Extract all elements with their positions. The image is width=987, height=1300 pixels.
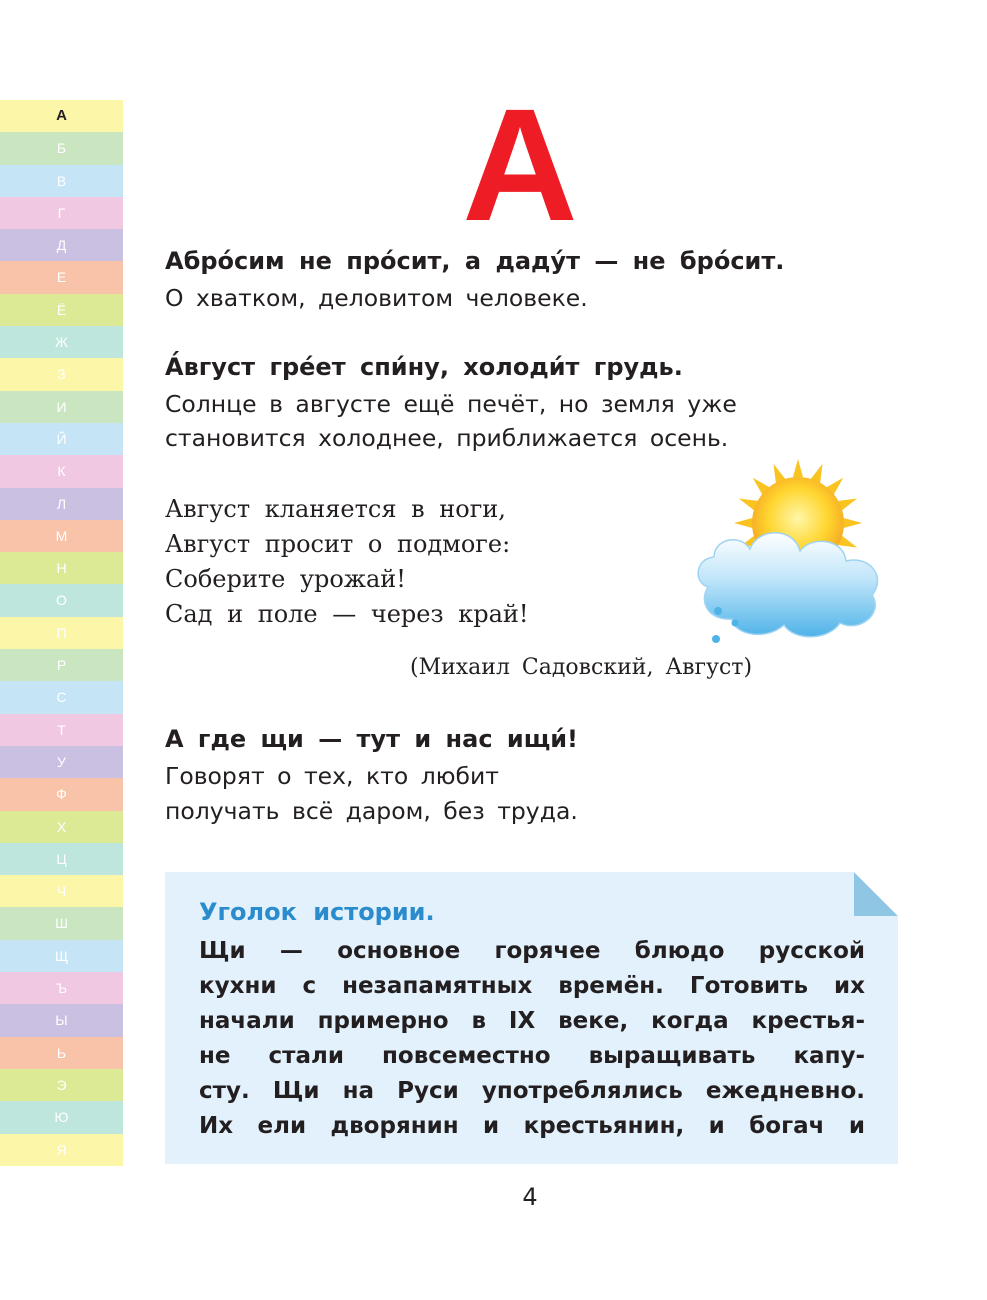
alphabet-tab-6[interactable]: Е bbox=[0, 261, 123, 293]
poem-line: Август просит о подмоге: bbox=[165, 530, 511, 558]
history-line: не стали повсеместно выращивать капу- bbox=[199, 1043, 865, 1069]
proverb-1: Абро́сим не про́сит, а даду́т — не бро́сит. bbox=[165, 247, 785, 275]
alphabet-tab-12[interactable]: К bbox=[0, 455, 123, 487]
history-line: кухни с незапамятных времён. Готовить их bbox=[199, 973, 865, 999]
alphabet-tab-30[interactable]: Ь bbox=[0, 1037, 123, 1069]
alphabet-tab-24[interactable]: Ц bbox=[0, 843, 123, 875]
meaning-2-line-1: Солнце в августе ещё печёт, но земля уже bbox=[165, 390, 737, 418]
meaning-1-line-1: О хватком, деловитом человеке. bbox=[165, 284, 588, 312]
poem-author: (Михаил Садовский, Август) bbox=[410, 655, 753, 680]
alphabet-tab-11[interactable]: Й bbox=[0, 423, 123, 455]
alphabet-tab-9[interactable]: З bbox=[0, 358, 123, 390]
alphabet-tab-13[interactable]: Л bbox=[0, 488, 123, 520]
page-number: 4 bbox=[522, 1183, 538, 1211]
history-line: Щи — основное горячее блюдо русской bbox=[199, 938, 865, 964]
alphabet-tab-21[interactable]: У bbox=[0, 746, 123, 778]
alphabet-tab-4[interactable]: Г bbox=[0, 197, 123, 229]
alphabet-index bbox=[0, 100, 123, 1166]
alphabet-tab-8[interactable]: Ж bbox=[0, 326, 123, 358]
alphabet-tab-3[interactable]: В bbox=[0, 165, 123, 197]
alphabet-tab-19[interactable]: С bbox=[0, 681, 123, 713]
history-line: начали примерно в IX веке, когда крестья- bbox=[199, 1008, 865, 1034]
alphabet-tab-23[interactable]: Х bbox=[0, 811, 123, 843]
alphabet-tab-29[interactable]: Ы bbox=[0, 1004, 123, 1036]
alphabet-tab-2[interactable]: Б bbox=[0, 132, 123, 164]
proverb-3: А где щи — тут и нас ищи́! bbox=[165, 725, 579, 753]
alphabet-tab-32[interactable]: Ю bbox=[0, 1101, 123, 1133]
alphabet-tab-31[interactable]: Э bbox=[0, 1069, 123, 1101]
alphabet-tab-17[interactable]: П bbox=[0, 617, 123, 649]
alphabet-tab-20[interactable]: Т bbox=[0, 714, 123, 746]
alphabet-tab-15[interactable]: Н bbox=[0, 552, 123, 584]
alphabet-tab-22[interactable]: Ф bbox=[0, 778, 123, 810]
alphabet-tab-1[interactable]: А bbox=[0, 100, 123, 132]
alphabet-tab-5[interactable]: Д bbox=[0, 229, 123, 261]
poem-line: Август кланяется в ноги, bbox=[165, 495, 506, 523]
alphabet-tab-14[interactable]: М bbox=[0, 520, 123, 552]
history-corner-box bbox=[165, 872, 898, 1164]
meaning-2-line-2: становится холоднее, приближается осень. bbox=[165, 424, 729, 452]
meaning-3-line-1: Говорят о тех, кто любит bbox=[165, 762, 499, 790]
history-text bbox=[199, 934, 865, 1144]
proverb-2: А́вгуст гре́ет спи́ну, холоди́т грудь. bbox=[165, 353, 683, 381]
history-line: Их ели дворянин и крестьянин, и богач и bbox=[199, 1113, 865, 1139]
alphabet-tab-25[interactable]: Ч bbox=[0, 875, 123, 907]
alphabet-tab-26[interactable]: Ш bbox=[0, 907, 123, 939]
poem-line: Сад и поле — через край! bbox=[165, 600, 529, 628]
meaning-3-line-2: получать всё даром, без труда. bbox=[165, 797, 578, 825]
sun-behind-cloud-icon bbox=[690, 455, 890, 655]
poem bbox=[165, 492, 529, 632]
history-line: сту. Щи на Руси употреблялись ежедневно. bbox=[199, 1078, 865, 1104]
page-corner-fold-icon bbox=[854, 872, 898, 916]
chapter-letter: А bbox=[462, 75, 578, 254]
alphabet-tab-28[interactable]: Ъ bbox=[0, 972, 123, 1004]
history-title: Уголок истории. bbox=[199, 898, 435, 926]
alphabet-tab-10[interactable]: И bbox=[0, 391, 123, 423]
alphabet-tab-7[interactable]: Ё bbox=[0, 294, 123, 326]
alphabet-tab-18[interactable]: Р bbox=[0, 649, 123, 681]
alphabet-tab-27[interactable]: Щ bbox=[0, 940, 123, 972]
alphabet-tab-16[interactable]: О bbox=[0, 584, 123, 616]
poem-line: Соберите урожай! bbox=[165, 565, 406, 593]
alphabet-tab-33[interactable]: Я bbox=[0, 1134, 123, 1166]
